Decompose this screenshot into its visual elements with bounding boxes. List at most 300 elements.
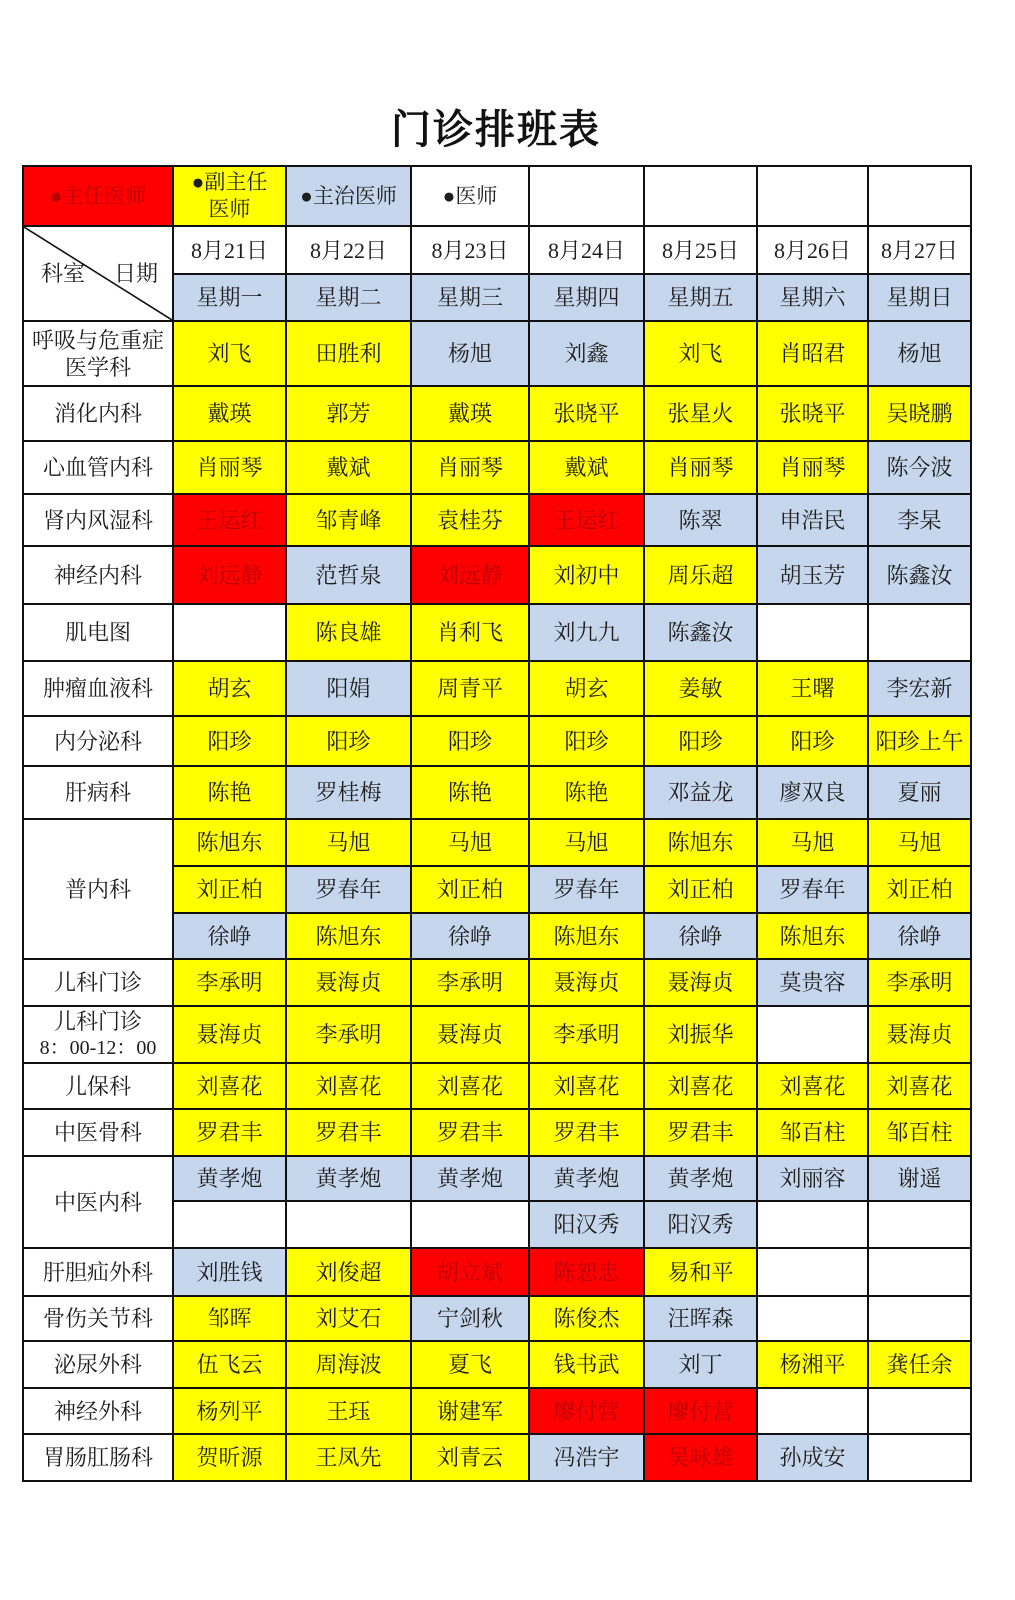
doctor-name: 戴斌 <box>564 455 609 480</box>
department-cell <box>23 661 173 716</box>
doctor-name: 刘丁 <box>678 1352 723 1377</box>
doctor-cell <box>644 386 757 441</box>
doctor-cell <box>173 386 286 441</box>
doctor-cell <box>529 819 644 866</box>
doctor-name: 阳珍上午 <box>875 728 964 754</box>
doctor-cell <box>757 1063 868 1109</box>
doctor-name: 阳珍 <box>326 728 371 754</box>
legend-label: ●医师 <box>442 183 498 208</box>
doctor-name: 黄孝炮 <box>553 1166 620 1191</box>
doctor-name: 邹百柱 <box>779 1120 846 1145</box>
doctor-name: 聂海贞 <box>436 1022 503 1047</box>
doctor-name: 王曙 <box>790 676 835 701</box>
doctor-name: 马旭 <box>564 830 609 855</box>
doctor-cell <box>868 1006 971 1063</box>
doctor-name: 申浩民 <box>779 507 846 533</box>
doctor-cell <box>757 913 868 959</box>
empty-cell <box>757 1388 868 1434</box>
doctor-cell <box>286 913 411 959</box>
doctor-name: 刘喜花 <box>436 1073 503 1099</box>
doctor-name: 袁桂芬 <box>436 507 503 533</box>
doctor-cell <box>411 766 529 819</box>
schedule-row <box>23 494 971 546</box>
doctor-cell <box>173 1156 286 1201</box>
doctor-name: 杨列平 <box>196 1398 263 1424</box>
doctor-name: 谢建军 <box>436 1398 503 1424</box>
doctor-cell <box>173 1434 286 1481</box>
doctor-cell <box>529 321 644 386</box>
doctor-cell <box>868 1109 971 1156</box>
doctor-name: 黄孝炮 <box>196 1166 263 1191</box>
department-cell <box>23 959 173 1006</box>
doctor-name: 聂海贞 <box>667 970 734 995</box>
doctor-name: 刘远静 <box>196 562 263 588</box>
doctor-name: 刘俊超 <box>315 1259 382 1285</box>
doctor-name: 刘喜花 <box>667 1073 734 1099</box>
doctor-name: 肖丽琴 <box>667 455 734 480</box>
department-cell <box>23 494 173 546</box>
doctor-cell <box>757 1109 868 1156</box>
doctor-cell <box>868 819 971 866</box>
doctor-name: 罗君丰 <box>315 1120 382 1145</box>
empty-cell <box>868 1201 971 1248</box>
doctor-name: 胡玄 <box>207 676 252 701</box>
doctor-cell <box>286 1063 411 1109</box>
weekday-label: 星期三 <box>436 285 503 310</box>
schedule-row <box>23 386 971 441</box>
doctor-name: 范哲泉 <box>315 562 382 588</box>
doctor-name: 刘正柏 <box>196 877 263 902</box>
weekday-cell <box>757 274 868 321</box>
doctor-cell <box>757 441 868 494</box>
doctor-name: 陈俊杰 <box>553 1306 620 1331</box>
empty-cell <box>868 1296 971 1341</box>
doctor-name: 肖昭君 <box>779 341 846 366</box>
schedule-row <box>23 661 971 716</box>
doctor-name: 肖利飞 <box>436 620 503 645</box>
doctor-name: 邹百柱 <box>886 1120 953 1145</box>
date-cell <box>529 226 644 274</box>
schedule-row <box>23 604 971 661</box>
doctor-cell <box>529 441 644 494</box>
department-name: 消化内科 <box>53 401 142 426</box>
date-label: 8月25日 <box>661 237 739 263</box>
doctor-name: 邓益龙 <box>667 780 734 805</box>
doctor-name: 刘喜花 <box>779 1073 846 1099</box>
doctor-name: 罗春年 <box>315 877 382 902</box>
department-name: 泌尿外科 <box>53 1352 142 1377</box>
doctor-name: 周乐超 <box>667 562 734 588</box>
doctor-cell <box>529 959 644 1006</box>
empty-cell <box>757 1006 868 1063</box>
department-name: 心血管内科 <box>42 455 153 480</box>
doctor-name: 莫贵容 <box>779 970 846 995</box>
doctor-name: 刘振华 <box>667 1022 734 1047</box>
doctor-name: 马旭 <box>447 830 492 855</box>
doctor-name: 李宏新 <box>886 676 953 701</box>
doctor-cell <box>529 766 644 819</box>
doctor-name: 刘喜花 <box>886 1073 953 1099</box>
doctor-name: 杨旭 <box>447 341 492 366</box>
doctor-name: 廖付营 <box>667 1398 734 1424</box>
doctor-name: 张晓平 <box>779 401 846 426</box>
doctor-name: 杨旭 <box>897 341 942 366</box>
doctor-cell <box>173 441 286 494</box>
doctor-cell <box>411 1006 529 1063</box>
doctor-name: 阳汉秀 <box>667 1212 734 1237</box>
schedule-body <box>23 166 971 1481</box>
schedule-row <box>23 716 971 766</box>
department-name: 呼吸与危重症医学科 <box>31 327 164 380</box>
date-label: 8月24日 <box>547 237 625 263</box>
doctor-name: 李承明 <box>886 970 953 995</box>
empty-cell <box>286 1201 411 1248</box>
doctor-name: 刘初中 <box>553 562 620 588</box>
weekday-cell <box>644 274 757 321</box>
doctor-cell <box>286 546 411 604</box>
doctor-name: 聂海贞 <box>196 1022 263 1047</box>
doctor-cell <box>173 661 286 716</box>
department-cell <box>23 1006 173 1063</box>
weekday-label: 星期日 <box>886 285 953 310</box>
doctor-cell <box>644 1388 757 1434</box>
doctor-name: 刘丽容 <box>779 1166 846 1191</box>
department-cell <box>23 1063 173 1109</box>
doctor-cell <box>411 386 529 441</box>
doctor-name: 戴瑛 <box>207 401 252 426</box>
schedule-row <box>23 441 971 494</box>
schedule-row <box>23 1156 971 1201</box>
doctor-name: 刘正柏 <box>667 877 734 902</box>
doctor-cell <box>644 494 757 546</box>
weekday-cell <box>286 274 411 321</box>
doctor-cell <box>286 494 411 546</box>
legend-label: ●主任医师 <box>49 183 147 208</box>
doctor-name: 夏飞 <box>447 1352 492 1377</box>
doctor-name: 刘飞 <box>207 341 252 366</box>
doctor-name: 徐峥 <box>678 923 723 949</box>
weekday-label: 星期五 <box>667 285 734 310</box>
doctor-cell <box>757 1434 868 1481</box>
doctor-cell <box>286 1296 411 1341</box>
empty-cell <box>757 604 868 661</box>
doctor-name: 罗春年 <box>553 877 620 902</box>
empty-cell <box>868 1388 971 1434</box>
doctor-name: 阳娟 <box>326 676 371 701</box>
doctor-name: 张晓平 <box>553 401 620 426</box>
date-axis-label: 日期 <box>113 261 158 286</box>
date-label: 8月23日 <box>431 237 509 263</box>
empty-cell <box>757 1296 868 1341</box>
department-name: 神经内科 <box>53 562 142 588</box>
doctor-cell <box>868 1156 971 1201</box>
doctor-cell <box>757 819 868 866</box>
doctor-cell <box>644 1201 757 1248</box>
legend-label: ●副主任医师 <box>191 170 268 221</box>
doctor-cell <box>173 494 286 546</box>
weekday-cell <box>173 274 286 321</box>
doctor-name: 张星火 <box>667 401 734 426</box>
doctor-cell <box>868 866 971 913</box>
doctor-cell <box>173 716 286 766</box>
doctor-name: 刘喜花 <box>196 1073 263 1099</box>
doctor-cell <box>173 321 286 386</box>
doctor-name: 李承明 <box>553 1022 620 1047</box>
doctor-cell <box>868 766 971 819</box>
doctor-name: 李承明 <box>196 970 263 995</box>
doctor-cell <box>286 1006 411 1063</box>
empty-cell <box>757 1201 868 1248</box>
doctor-name: 戴瑛 <box>447 401 492 426</box>
department-cell <box>23 1156 173 1248</box>
date-row <box>23 226 971 274</box>
page-title: 门诊排班表 <box>391 107 601 152</box>
doctor-name: 汪晖森 <box>667 1306 734 1331</box>
doctor-cell <box>868 1063 971 1109</box>
doctor-cell <box>757 661 868 716</box>
department-name: 肿瘤血液科 <box>42 676 153 701</box>
doctor-cell <box>173 546 286 604</box>
department-name: 中医内科 <box>53 1189 142 1215</box>
empty-cell <box>173 604 286 661</box>
department-cell <box>23 604 173 661</box>
doctor-name: 胡立斌 <box>436 1259 503 1285</box>
doctor-name: 陈旭东 <box>779 923 846 949</box>
doctor-name: 刘鑫 <box>564 341 609 366</box>
doctor-name: 黄孝炮 <box>436 1166 503 1191</box>
doctor-cell <box>286 716 411 766</box>
department-name: 神经外科 <box>53 1398 142 1424</box>
doctor-cell <box>868 913 971 959</box>
legend-physician <box>411 166 529 226</box>
date-cell <box>868 226 971 274</box>
department-name: 肾内风湿科 <box>42 507 153 533</box>
doctor-cell <box>411 1296 529 1341</box>
corner-header-cell <box>23 226 173 321</box>
doctor-name: 郭芳 <box>326 401 371 426</box>
doctor-cell <box>173 766 286 819</box>
department-name: 内分泌科 <box>53 728 142 754</box>
doctor-name: 阳珍 <box>564 728 609 754</box>
doctor-cell <box>529 716 644 766</box>
department-cell <box>23 441 173 494</box>
doctor-name: 李承明 <box>315 1022 382 1047</box>
doctor-name: 肖丽琴 <box>436 455 503 480</box>
date-cell <box>757 226 868 274</box>
doctor-name: 陈良雄 <box>315 620 382 645</box>
doctor-cell <box>411 959 529 1006</box>
doctor-cell <box>757 386 868 441</box>
doctor-cell <box>529 661 644 716</box>
department-name: 肝病科 <box>64 780 131 805</box>
department-cell <box>23 1434 173 1481</box>
doctor-name: 陈恕忠 <box>553 1259 620 1285</box>
doctor-cell <box>644 959 757 1006</box>
schedule-row <box>23 1388 971 1434</box>
doctor-cell <box>286 1156 411 1201</box>
doctor-name: 刘艾石 <box>315 1306 382 1331</box>
doctor-cell <box>644 1109 757 1156</box>
doctor-cell <box>411 1434 529 1481</box>
doctor-name: 王运红 <box>553 507 620 533</box>
doctor-cell <box>286 604 411 661</box>
date-label: 8月26日 <box>773 237 851 263</box>
doctor-name: 周青平 <box>436 676 503 701</box>
doctor-cell <box>644 913 757 959</box>
department-cell <box>23 546 173 604</box>
doctor-cell <box>286 1434 411 1481</box>
doctor-cell <box>529 1248 644 1296</box>
doctor-cell <box>868 661 971 716</box>
department-cell <box>23 819 173 959</box>
doctor-cell <box>529 1341 644 1388</box>
doctor-cell <box>529 1388 644 1434</box>
doctor-name: 马旭 <box>790 830 835 855</box>
doctor-cell <box>529 386 644 441</box>
empty-cell <box>868 166 971 226</box>
doctor-cell <box>644 1248 757 1296</box>
doctor-name: 刘胜钱 <box>196 1259 263 1285</box>
date-label: 8月21日 <box>190 237 268 263</box>
doctor-cell <box>286 661 411 716</box>
doctor-cell <box>173 1109 286 1156</box>
department-axis-label: 科室 <box>41 261 86 286</box>
department-name: 儿科门诊 <box>53 970 142 995</box>
doctor-name: 陈鑫汝 <box>667 620 734 645</box>
department-hours: 8：00-12：00 <box>39 1036 157 1059</box>
doctor-name: 吴晓鹏 <box>886 401 953 426</box>
doctor-cell <box>644 546 757 604</box>
doctor-name: 聂海贞 <box>886 1022 953 1047</box>
legend-chief-physician <box>23 166 173 226</box>
doctor-cell <box>411 1063 529 1109</box>
corner-header <box>24 227 172 320</box>
empty-cell <box>411 1201 529 1248</box>
doctor-name: 罗君丰 <box>436 1120 503 1145</box>
department-cell <box>23 716 173 766</box>
doctor-cell <box>286 1248 411 1296</box>
doctor-name: 易和平 <box>667 1259 734 1285</box>
doctor-cell <box>286 766 411 819</box>
doctor-cell <box>757 1341 868 1388</box>
doctor-cell <box>757 959 868 1006</box>
doctor-name: 戴斌 <box>326 455 371 480</box>
doctor-name: 胡玄 <box>564 676 609 701</box>
doctor-cell <box>173 1341 286 1388</box>
doctor-name: 龚任余 <box>886 1352 953 1377</box>
doctor-cell <box>286 386 411 441</box>
doctor-cell <box>644 661 757 716</box>
schedule-row <box>23 321 971 386</box>
department-name: 肌电图 <box>64 620 131 645</box>
schedule-row <box>23 959 971 1006</box>
department-name: 骨伤关节科 <box>42 1306 153 1331</box>
doctor-cell <box>411 913 529 959</box>
empty-cell <box>868 1434 971 1481</box>
doctor-cell <box>411 1341 529 1388</box>
doctor-name: 姜敏 <box>678 676 723 701</box>
doctor-name: 廖付营 <box>553 1398 620 1424</box>
schedule-row <box>23 819 971 866</box>
department-cell <box>23 1388 173 1434</box>
doctor-name: 陈艳 <box>447 780 492 805</box>
department-cell <box>23 1248 173 1296</box>
doctor-name: 陈旭东 <box>553 923 620 949</box>
doctor-name: 胡玉芳 <box>779 562 846 588</box>
doctor-name: 孙成安 <box>779 1445 846 1470</box>
doctor-name: 徐峥 <box>207 923 252 949</box>
doctor-cell <box>529 604 644 661</box>
doctor-name: 罗春年 <box>779 877 846 902</box>
doctor-cell <box>644 1063 757 1109</box>
doctor-cell <box>411 1109 529 1156</box>
doctor-cell <box>757 1156 868 1201</box>
doctor-cell <box>286 1388 411 1434</box>
schedule-row <box>23 1006 971 1063</box>
doctor-cell <box>286 959 411 1006</box>
doctor-cell <box>644 1434 757 1481</box>
doctor-cell <box>173 819 286 866</box>
doctor-cell <box>286 819 411 866</box>
doctor-cell <box>529 1063 644 1109</box>
doctor-name: 徐峥 <box>447 923 492 949</box>
date-cell <box>644 226 757 274</box>
doctor-cell <box>173 1388 286 1434</box>
doctor-name: 王珏 <box>326 1398 371 1424</box>
doctor-cell <box>529 546 644 604</box>
doctor-cell <box>529 1434 644 1481</box>
schedule-row <box>23 1341 971 1388</box>
doctor-cell <box>644 819 757 866</box>
doctor-cell <box>644 604 757 661</box>
doctor-cell <box>868 1341 971 1388</box>
weekday-label: 星期四 <box>553 285 620 310</box>
doctor-name: 宁剑秋 <box>436 1306 503 1331</box>
doctor-cell <box>286 866 411 913</box>
doctor-name: 陈旭东 <box>667 830 734 855</box>
doctor-cell <box>529 913 644 959</box>
doctor-cell <box>173 866 286 913</box>
doctor-name: 罗君丰 <box>667 1120 734 1145</box>
doctor-name: 肖丽琴 <box>779 455 846 480</box>
schedule-row <box>23 546 971 604</box>
doctor-cell <box>529 1296 644 1341</box>
doctor-cell <box>868 386 971 441</box>
doctor-cell <box>757 494 868 546</box>
weekday-label: 星期二 <box>315 285 382 310</box>
doctor-name: 杨湘平 <box>779 1352 846 1377</box>
doctor-cell <box>529 1109 644 1156</box>
doctor-cell <box>411 321 529 386</box>
doctor-cell <box>411 661 529 716</box>
doctor-cell <box>644 1006 757 1063</box>
doctor-name: 吴咏雄 <box>667 1445 734 1470</box>
doctor-name: 罗君丰 <box>196 1120 263 1145</box>
doctor-name: 刘九九 <box>553 620 620 645</box>
doctor-cell <box>757 866 868 913</box>
doctor-name: 刘飞 <box>678 341 723 366</box>
legend-attending-physician <box>286 166 411 226</box>
doctor-name: 陈今波 <box>886 455 953 480</box>
doctor-cell <box>757 766 868 819</box>
doctor-name: 肖丽琴 <box>196 455 263 480</box>
date-cell <box>411 226 529 274</box>
empty-cell <box>173 1201 286 1248</box>
empty-cell <box>757 166 868 226</box>
doctor-name: 刘喜花 <box>553 1073 620 1099</box>
empty-cell <box>868 1248 971 1296</box>
weekday-label: 星期六 <box>779 285 846 310</box>
